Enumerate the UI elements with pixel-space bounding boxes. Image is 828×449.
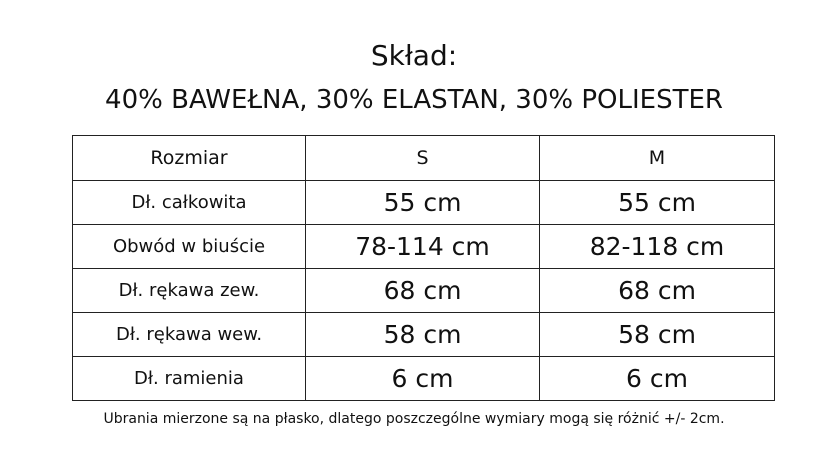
composition-text: 40% BAWEŁNA, 30% ELASTAN, 30% POLIESTER bbox=[105, 85, 723, 115]
column-header-m: M bbox=[540, 136, 775, 181]
value-s: 55 cm bbox=[306, 181, 540, 225]
size-table bbox=[72, 135, 775, 401]
row-label: Dł. rękawa wew. bbox=[73, 313, 306, 357]
value-m: 68 cm bbox=[540, 269, 775, 313]
row-label: Dł. ramienia bbox=[73, 357, 306, 401]
table-row bbox=[73, 357, 775, 401]
row-label: Dł. całkowita bbox=[73, 181, 306, 225]
column-header-s: S bbox=[306, 136, 540, 181]
value-m: 55 cm bbox=[540, 181, 775, 225]
table-row bbox=[73, 181, 775, 225]
table-row bbox=[73, 225, 775, 269]
composition-title: Skład: bbox=[370, 39, 458, 72]
value-m: 82-118 cm bbox=[540, 225, 775, 269]
value-m: 6 cm bbox=[540, 357, 775, 401]
value-s: 78-114 cm bbox=[306, 225, 540, 269]
measurement-footnote: Ubrania mierzone są na płasko, dlatego poszczególne wymiary mogą się różnić +/- 2cm. bbox=[103, 411, 725, 427]
column-header-size: Rozmiar bbox=[73, 136, 306, 181]
value-s: 68 cm bbox=[306, 269, 540, 313]
row-label: Obwód w biuście bbox=[73, 225, 306, 269]
row-label: Dł. rękawa zew. bbox=[73, 269, 306, 313]
table-row bbox=[73, 313, 775, 357]
value-m: 58 cm bbox=[540, 313, 775, 357]
table-row bbox=[73, 269, 775, 313]
table-header-row bbox=[73, 136, 775, 181]
value-s: 6 cm bbox=[306, 357, 540, 401]
value-s: 58 cm bbox=[306, 313, 540, 357]
